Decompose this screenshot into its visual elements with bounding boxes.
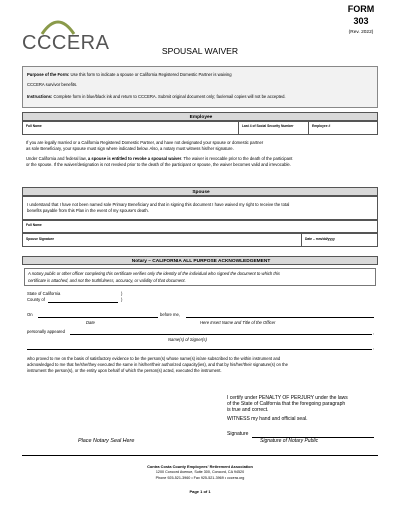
employee-full-name-field[interactable] <box>23 122 239 134</box>
date-caption: Date <box>86 320 95 325</box>
instructions-line <box>27 94 286 99</box>
spouse-section-header <box>22 187 378 196</box>
witness-line: WITNESS my hand and official seal. <box>227 416 308 422</box>
proof-line-1: who proved to me on the basis of satisfactory evidence to be the person(s) whose name(s) is/are subscribed to the within instrument and <box>27 356 281 361</box>
page-title: SPOUSAL WAIVER <box>161 46 239 56</box>
county-brace: ) <box>121 297 123 302</box>
employee-ssn-field[interactable] <box>239 122 309 134</box>
spouse-full-name-field[interactable] <box>22 220 378 233</box>
county-label: County of <box>27 297 45 302</box>
employee-paragraph-2-line-1 <box>26 156 292 161</box>
employee-fields-row <box>22 121 378 135</box>
purpose-line <box>27 72 232 77</box>
notary-notice-line-2: certificate is attached, and not the truthfulness, accuracy, or validity of that document. <box>28 277 186 283</box>
revoke-text-bold: a spouse is entitled to revoke a spousal waiver <box>87 156 182 161</box>
purpose-text-2: CCCERA survivor benefits. <box>27 82 78 87</box>
before-me-label: before me, <box>160 312 181 317</box>
employee-paragraph-1-line-1: If you are legally married or a California Registered Domestic Partner, and have not designated your spouse or domestic partner <box>26 140 264 145</box>
signers-caption: Name(s) of Signer(s) <box>168 337 207 342</box>
employee-ssn-label: Last 4 of Social Security Number <box>242 123 294 128</box>
spouse-signature-field[interactable] <box>23 234 302 246</box>
purpose-label: Purpose of the Form: <box>27 72 70 77</box>
notary-seal-caption: Place Notary Seal Here <box>78 438 135 444</box>
signers-comma-2: , <box>373 345 375 350</box>
signers-field[interactable] <box>70 334 372 335</box>
purpose-box <box>22 66 378 108</box>
officer-caption: Here Insert Name and Title of the Officer <box>200 320 276 325</box>
footer-page-number: Page 1 of 1 <box>189 489 211 494</box>
spouse-signature-label: Spouse Signature <box>26 237 55 241</box>
spouse-signature-row <box>22 233 378 247</box>
notary-date-field[interactable] <box>38 317 158 318</box>
notary-notice-line-1: A notary public or other officer completing this certificate verifies only the identity of the individual who signed the document to which this <box>28 271 280 276</box>
spouse-section-title: Spouse <box>192 189 210 195</box>
logo-text: CCCERA <box>22 32 110 54</box>
personally-appeared-label: personally appeared <box>27 329 65 334</box>
employee-full-name-label: Full Name <box>26 123 42 128</box>
spouse-statement-line-2: benefits payable from this Plan in the event of my spouse's death. <box>27 208 149 213</box>
employee-section-header <box>22 112 378 121</box>
employee-number-field[interactable] <box>309 122 379 136</box>
notary-section-title: Notary – CALIFORNIA ALL PURPOSE ACKNOWLEDGEMENT <box>131 258 271 264</box>
signers-field-2[interactable] <box>27 349 372 350</box>
notary-section-header <box>22 256 378 265</box>
state-label: State of California <box>27 291 61 296</box>
employee-paragraph-1-line-2: as sole Beneficiary, your spouse must sign where indicated below. Also, a notary must witness his/her signature. <box>26 146 234 151</box>
form-number: 303 <box>353 16 369 26</box>
employee-section-title: Employee <box>189 114 213 120</box>
form-revision: (Rev. 2022) <box>348 30 374 35</box>
revoke-text-a: Under California and federal law, <box>26 156 88 161</box>
spouse-statement-box <box>22 196 378 220</box>
purpose-text: Use this form to indicate a spouse or California Registered Domestic Partner is waiving <box>69 72 232 77</box>
proof-line-2: acknowledged to me that he/she/they executed the same in his/her/their authorized capacity(ies), and that by his/her/their signature(s) on the <box>27 362 288 367</box>
signers-comma: , <box>373 330 375 335</box>
footer-org-name: Contra Costa County Employees' Retirement Association <box>147 464 253 469</box>
spouse-full-name-label: Full Name <box>26 222 42 227</box>
instructions-label: Instructions: <box>27 94 53 99</box>
spouse-date-field[interactable] <box>302 234 379 248</box>
proof-line-3: instrument the person(s), or the entity upon behalf of which the person(s) acted, executed the instrument. <box>27 368 222 373</box>
perjury-line-2: of the State of California that the foregoing paragraph <box>227 401 346 407</box>
notary-signature-label: Signature <box>227 431 249 437</box>
instructions-text: Complete form in blue/black ink and return to CCCERA. Submit original document only; fax/email copies will not be accepted. <box>52 94 286 99</box>
employee-paragraph-2-line-2: or the spouse. If the waiver/designation is not revoked prior to the death of the participant or spouse, the waiver becomes valid and irrevocable. <box>26 162 291 167</box>
on-label: On <box>27 312 33 317</box>
state-brace: ) <box>121 291 123 296</box>
notary-signature-caption: Signature of Notary Public <box>260 438 319 444</box>
perjury-line-3: is true and correct. <box>227 407 269 413</box>
notary-notice-box <box>24 268 376 286</box>
revoke-text-b: . The waiver is revocable prior to the death of the participant <box>181 156 293 161</box>
spouse-statement-line-1: I understand that I have not been named sole Primary Beneficiary and that in signing this document I have waived my right to receive the total <box>27 202 290 207</box>
footer-contact: Phone 925-521-3960 • Fax 925-521-3969 • cccera.org <box>155 476 245 480</box>
officer-name-field[interactable] <box>186 317 374 318</box>
form-label: FORM <box>347 4 375 14</box>
employee-number-label: Employee # <box>312 123 331 128</box>
spouse-date-label: Date – mm/dd/yyyy <box>305 237 335 241</box>
footer-address: 1200 Concord Avenue, Suite 300, Concord, CA 94520 <box>155 470 245 474</box>
footer-divider <box>22 455 378 456</box>
county-field[interactable] <box>48 302 118 303</box>
perjury-line-1: I certify under PENALTY OF PERJURY under the laws <box>227 395 348 401</box>
